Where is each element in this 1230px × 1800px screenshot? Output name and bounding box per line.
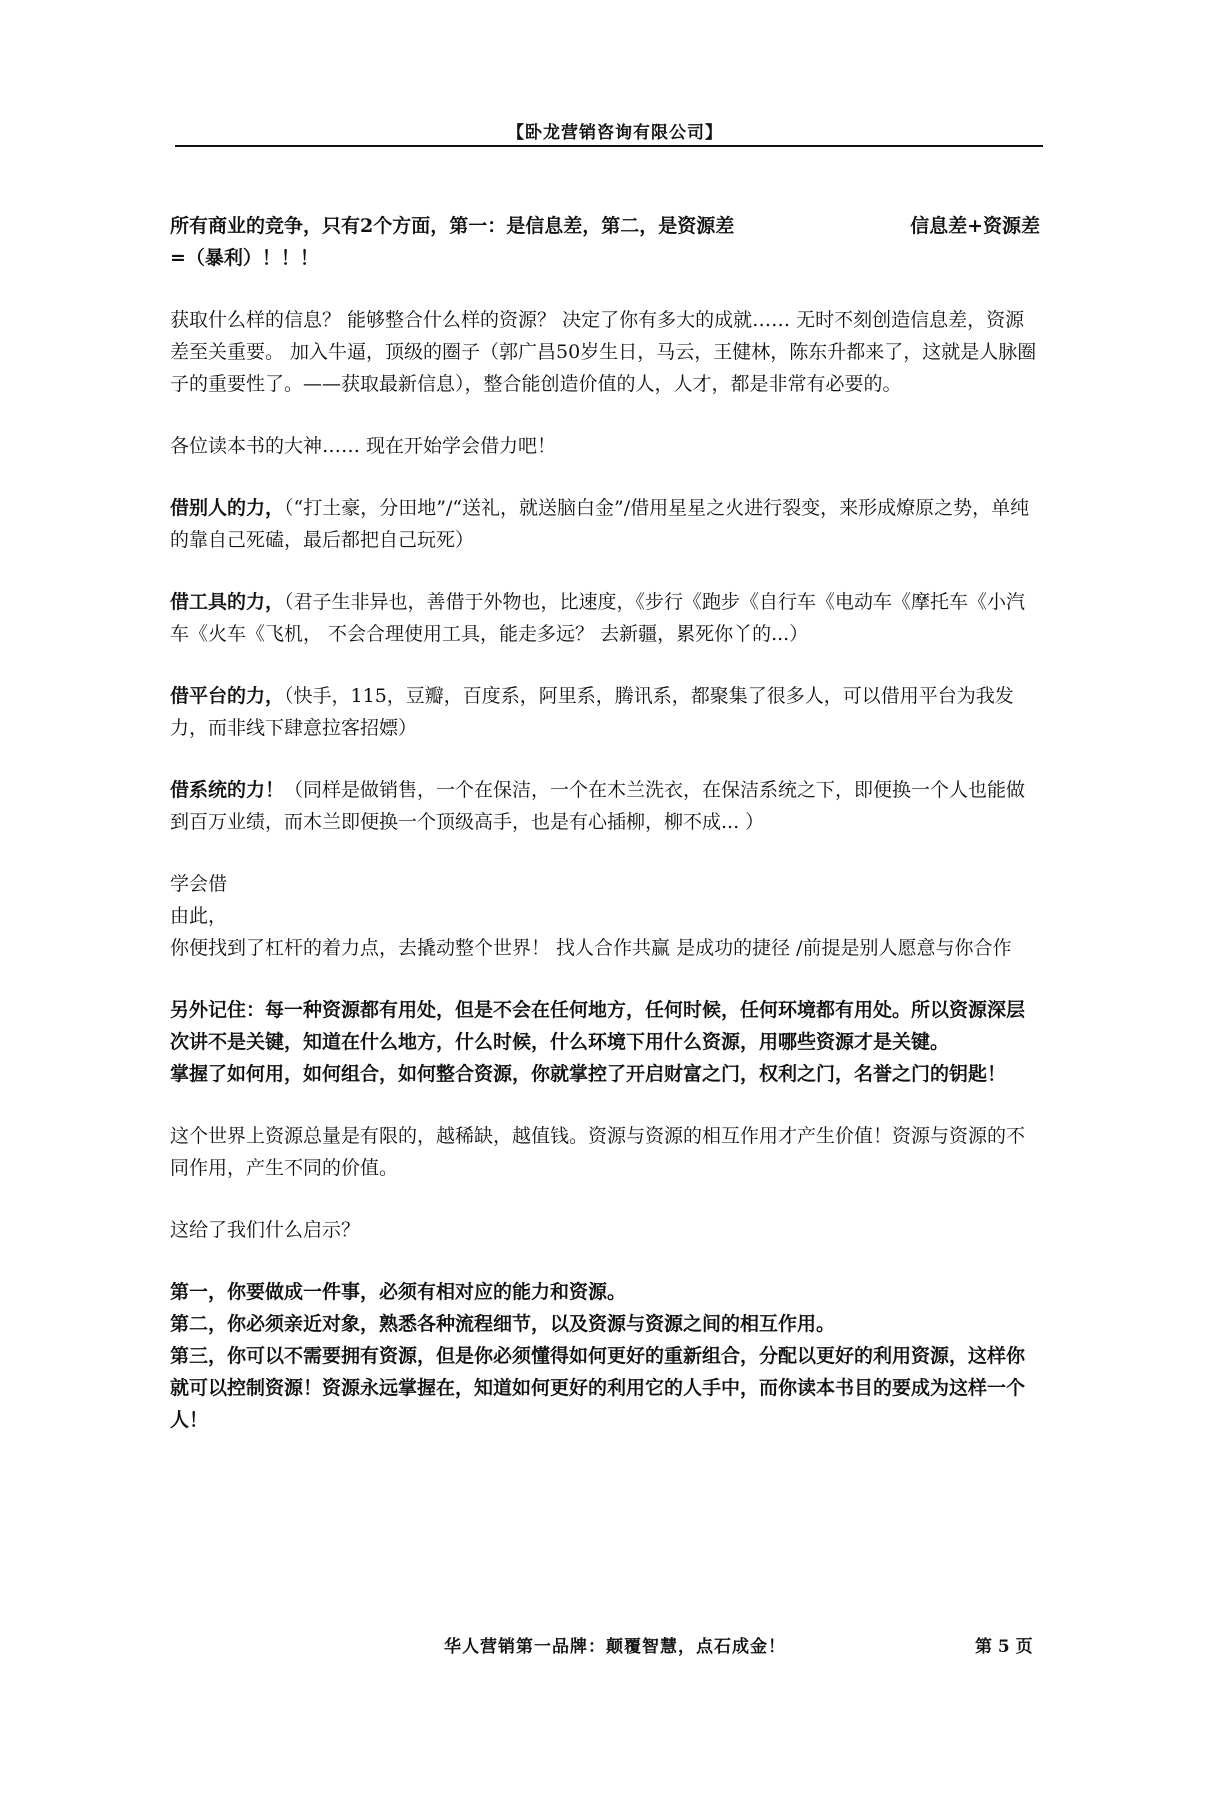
footer-slogan: 华人营销第一品牌：颠覆智慧，点石成金！	[444, 1637, 786, 1657]
learn-borrow-line-1: 学会借	[170, 873, 228, 895]
paragraph-question: 这给了我们什么启示？	[170, 1219, 361, 1241]
heading-borrow-people: 借别人的力，	[170, 497, 285, 519]
header-rule	[175, 145, 1043, 147]
heading-borrow-platform: 借平台的力，	[170, 685, 285, 707]
lesson-2: 第二，你必须亲近对象，熟悉各种流程细节，以及资源与资源之间的相互作用。	[170, 1313, 836, 1335]
intro-line-2: =（暴利）！！！	[170, 247, 319, 269]
paragraph-info-resources: 获取什么样的信息？ 能够整合什么样的资源？ 决定了你有多大的成就…… 无时不刻创造信息差，资源差至关重要。 加入牛逼，顶级的圈子（郭广昌50岁生日，马云，王健林，陈东升都来了，这就是人脉圈子的重要性了。——获取最新信息），整合能创造价值的人，人才，都是非常有必要的。	[170, 309, 1037, 395]
body-content	[170, 210, 1040, 1436]
lesson-1: 第一，你要做成一件事，必须有相对应的能力和资源。	[170, 1281, 627, 1303]
header-company: 【卧龙营销咨询有限公司】	[507, 123, 723, 143]
text-borrow-platform: （快手，115，豆瓣，百度系，阿里系，腾讯系，都聚集了很多人，可以借用平台为我发力，而非线下肆意拉客招嫖）	[170, 685, 1014, 739]
paragraph-lessons	[170, 1276, 1040, 1436]
lesson-3: 第三，你可以不需要拥有资源，但是你必须懂得如何更好的重新组合，分配以更好的利用资源，这样你就可以控制资源！资源永远掌握在，知道如何更好的利用它的人手中，而你读本书目的要成为这样一个人！	[170, 1345, 1026, 1431]
text-borrow-system: （同样是做销售，一个在保洁，一个在木兰洗衣，在保洁系统之下，即便换一个人也能做到百万业绩，而木兰即便换一个顶级高手，也是有心插柳，柳不成... ）	[170, 779, 1026, 833]
paragraph-borrow-system	[170, 774, 1040, 838]
intro-side-note: 信息差+资源差	[910, 215, 1040, 237]
intro-line-1: 所有商业的竞争，只有2个方面，第一：是信息差，第二，是资源差	[170, 215, 735, 237]
paragraph-borrow-platform	[170, 680, 1040, 744]
paragraph-borrow-people	[170, 492, 1040, 556]
text-borrow-people: （“打土豪，分田地”/“送礼，就送脑白金”/借用星星之火进行裂变，来形成燎原之势，单纯的靠自己死磕，最后都把自己玩死）	[170, 497, 1030, 551]
paragraph-readers: 各位读本书的大神…… 现在开始学会借力吧！	[170, 435, 557, 457]
footer-page-number: 第 5 页	[975, 1637, 1033, 1657]
paragraph-remember	[170, 994, 1040, 1090]
heading-borrow-tools: 借工具的力，	[170, 591, 285, 613]
paragraph-resources-limited: 这个世界上资源总量是有限的，越稀缺，越值钱。资源与资源的相互作用才产生价值！资源与资源的不同作用，产生不同的价值。	[170, 1125, 1026, 1179]
remember-text-a: 另外记住：每一种资源都有用处，但是不会在任何地方，任何时候，任何环境都有用处。所以资源深层次讲不是关键，知道在什么地方，什么时候，什么环境下用什么资源，用哪些资源才是关键。	[170, 999, 1026, 1053]
intro-block	[170, 210, 1040, 274]
remember-text-b: 掌握了如何用，如何组合，如何整合资源，你就掌控了开启财富之门，权利之门，名誉之门的钥匙！	[170, 1063, 1007, 1085]
paragraph-learn-borrow	[170, 868, 1040, 964]
heading-borrow-system: 借系统的力！	[170, 779, 285, 801]
paragraph-borrow-tools	[170, 586, 1040, 650]
learn-borrow-line-2: 由此，	[170, 905, 228, 927]
text-borrow-tools: （君子生非异也，善借于外物也，比速度，《步行《跑步《自行车《电动车《摩托车《小汽车《火车《飞机， 不会合理使用工具，能走多远？ 去新疆，累死你丫的...）	[170, 591, 1026, 645]
learn-borrow-line-3: 你便找到了杠杆的着力点，去撬动整个世界！ 找人合作共赢 是成功的捷径 /前提是别人愿意与你合作	[170, 937, 1012, 959]
